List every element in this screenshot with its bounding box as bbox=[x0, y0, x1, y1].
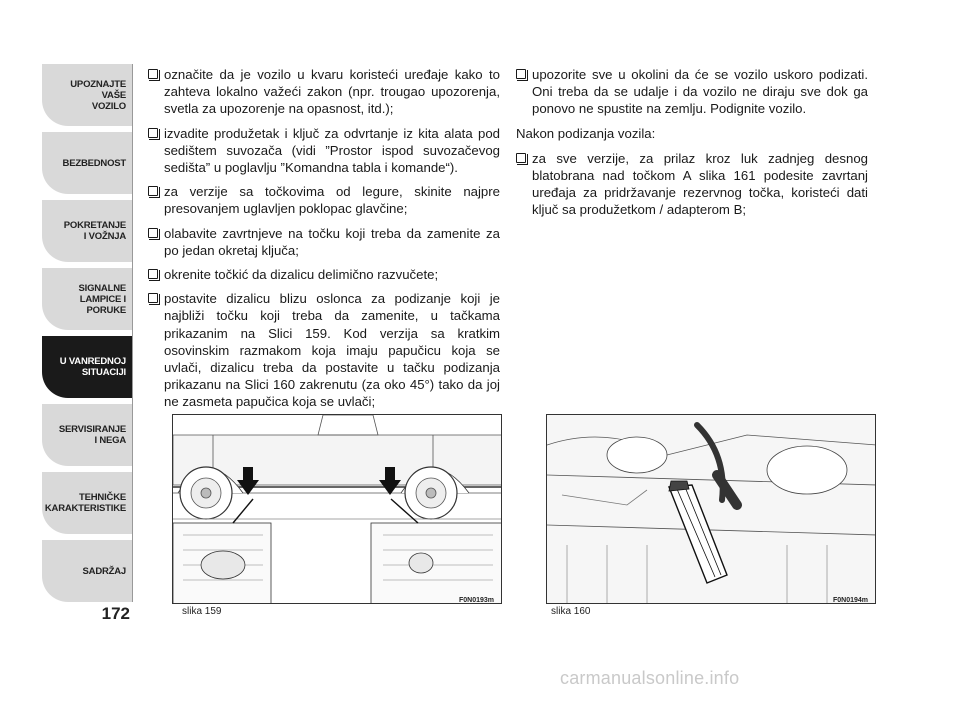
checkbox-bullet-icon bbox=[148, 69, 158, 79]
list-item bbox=[148, 125, 500, 177]
list-item-text: okrenite točkić da dizalicu delimično razvučete; bbox=[164, 267, 439, 283]
tab-tehnicke-karakteristike[interactable]: TEHNIČKE KARAKTERISTIKE bbox=[42, 472, 132, 534]
van-illustration bbox=[173, 415, 502, 604]
list-item bbox=[516, 150, 868, 219]
tab-signalne-lampice[interactable]: SIGNALNE LAMPICE I PORUKE bbox=[42, 268, 132, 330]
list-item-text: izvadite produžetak i ključ za odvrtanje iz kita alata pod sedištem suvozača (vidi ”Prostor ispod suvozačevog sedišta” u poglavlju ”Komandna tabla i komande“). bbox=[164, 125, 500, 176]
list-item-text: za sve verzije, za prilaz kroz luk zadnjeg desnog blatobrana nad točkom A slika 161 podesite zavrtanj uređaja za pridržavanje rezervnog točka, koristeći dati ključ sa produžetkom / adapterom B; bbox=[532, 150, 868, 218]
checkbox-bullet-icon bbox=[148, 293, 158, 303]
arrow-down-icon bbox=[379, 467, 401, 495]
figure-code: F0N0193m bbox=[459, 597, 495, 604]
list-item-text: upozorite sve u okolini da će se vozilo uskoro podizati. Oni treba da se udalje i da vozilo ne diraju sve dok ga ponovo ne spustite na zemlju. Podignite vozilo. bbox=[532, 67, 868, 117]
tab-bezbednost[interactable]: BEZBEDNOST bbox=[42, 132, 132, 194]
figure-159-van-jack-points bbox=[172, 414, 502, 604]
list-item bbox=[148, 266, 500, 283]
figure-160-jack-rotated bbox=[546, 414, 876, 604]
list-item bbox=[516, 66, 868, 118]
tab-u-vanrednoj-situaciji[interactable]: U VANREDNOJ SITUACIJI bbox=[42, 336, 132, 398]
checkbox-bullet-icon bbox=[516, 69, 526, 79]
checkbox-bullet-icon bbox=[148, 186, 158, 196]
arrow-down-icon bbox=[237, 467, 259, 495]
right-column bbox=[516, 66, 868, 226]
list-item bbox=[148, 183, 500, 217]
paragraph: Nakon podizanja vozila: bbox=[516, 125, 656, 141]
checkbox-bullet-icon bbox=[148, 269, 158, 279]
checkbox-bullet-icon bbox=[516, 153, 526, 163]
figure-caption: slika 159 bbox=[182, 606, 222, 617]
tab-pokretanje-i-voznja[interactable]: POKRETANJE I VOŽNJA bbox=[42, 200, 132, 262]
list-item-text: postavite dizalicu blizu oslonca za podizanje koji je najbliži točku koji treba da zamenite, u tačkama prikazanim na Slici 159. Kod verzija sa kratkim osovinskim razmakom koja imaju papučicu koja se uvlači, dizalicu treba da postavite u tačku podizanja prikazanu na Slici 160 zakrenutu (za oko 45°) tako da joj ne zasmeta papučica koja se uvlači; bbox=[164, 291, 500, 410]
page-number: 172 bbox=[101, 604, 130, 623]
list-item-text: za verzije sa točkovima od legure, skinite najpre presovanjem uglavljen poklopac glavčine; bbox=[164, 184, 500, 217]
tab-sadrzaj[interactable]: SADRŽAJ bbox=[42, 540, 132, 602]
list-item bbox=[148, 225, 500, 259]
tab-divider bbox=[132, 64, 133, 602]
tab-servisiranje-i-nega[interactable]: SERVISIRANJE I NEGA bbox=[42, 404, 132, 466]
watermark: carmanualsonline.info bbox=[560, 668, 740, 688]
list-item-text: olabavite zavrtnjeve na točku koji treba da zamenite za po jedan okretaj ključa; bbox=[164, 225, 500, 258]
checkbox-bullet-icon bbox=[148, 228, 158, 238]
list-item-text: označite da je vozilo u kvaru koristeći uređaje kako to zahteva lokalno važeći zakon (npr. trougao upozorenja, svetla za upozorenje na opasnost, itd.); bbox=[164, 67, 500, 117]
tab-upoznajte-vase-vozilo[interactable]: UPOZNAJTE VAŠE VOZILO bbox=[42, 64, 132, 126]
list-item bbox=[148, 290, 500, 410]
figure-code: F0N0194m bbox=[833, 597, 869, 604]
left-column bbox=[148, 66, 500, 418]
list-item bbox=[148, 66, 500, 118]
jack-illustration bbox=[547, 415, 876, 604]
checkbox-bullet-icon bbox=[148, 128, 158, 138]
figure-caption: slika 160 bbox=[551, 606, 591, 617]
